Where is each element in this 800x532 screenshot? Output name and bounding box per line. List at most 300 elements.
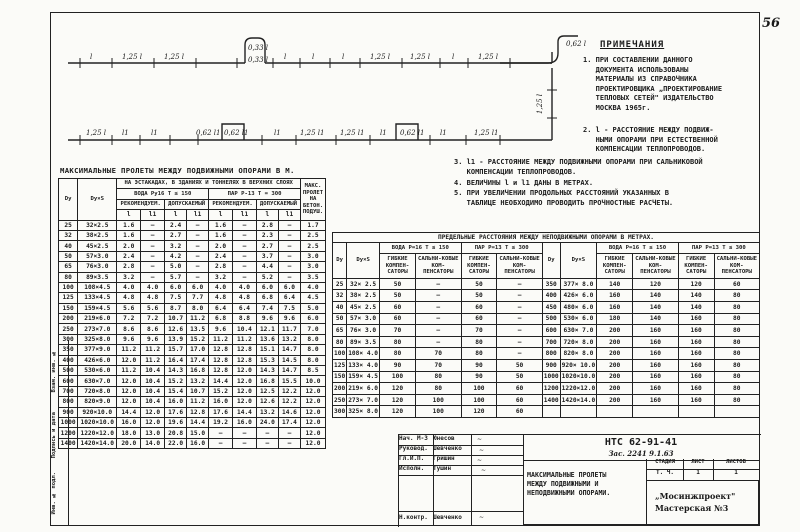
table-cell: 6.0 (187, 282, 209, 292)
table-cell: 700 (59, 386, 78, 396)
table-cell: 160 (633, 348, 679, 360)
table-cell: 2.8 (209, 262, 233, 272)
table-cell: 450 (542, 301, 560, 313)
table-cell: 8.0 (187, 303, 209, 313)
table-cell: 15.2 (187, 334, 209, 344)
table-row (333, 325, 760, 337)
dim-label: l (452, 53, 455, 61)
table-cell: 10.4 (141, 397, 165, 407)
table-cell: 15.7 (165, 345, 187, 355)
table2-header-dys: Dy×S (347, 243, 380, 278)
dim-label: 1,25 l (164, 53, 185, 61)
table-cell: – (187, 251, 209, 261)
table-cell: 70 (415, 359, 461, 371)
table-cell: 10.4 (233, 324, 257, 334)
table-cell: 160 (678, 336, 714, 348)
table-cell: 25 (333, 278, 347, 290)
table-cell: 80 (714, 359, 759, 371)
table2-header-gland: САЛЬНИ-КОВЫЕ КОМ-ПЕНСАТОРЫ (415, 253, 461, 278)
table1-header-allow: ДОПУСКАЕМЫЙ (165, 199, 209, 209)
table-cell (597, 406, 633, 418)
dim-label: 0,62 l1 (400, 129, 425, 137)
table-cell: 12.6 (165, 324, 187, 334)
table-cell: 4.0 (209, 282, 233, 292)
table-cell: 57× 3.0 (347, 313, 380, 325)
stamp-h-stage: СТАДИЯ (647, 459, 684, 470)
table2-header-water: ВОДА Р=16 Т ≤ 150 (380, 243, 462, 253)
table-cell: – (278, 251, 300, 261)
table-cell: 60 (461, 301, 497, 313)
table-row (59, 386, 326, 396)
table-cell: 12.0 (117, 376, 141, 386)
table-cell: 530×6.0 (78, 366, 117, 376)
table-cell: 160 (633, 383, 679, 395)
table-cell: 100 (380, 371, 416, 383)
table-cell: – (278, 428, 300, 438)
dim-label: 1,25 l (478, 53, 499, 61)
table-cell: 8.6 (141, 324, 165, 334)
stamp-person: Шевченко (433, 511, 472, 526)
table-cell: 24.0 (256, 417, 278, 427)
table-cell: 12.8 (209, 345, 233, 355)
table-cell: – (415, 290, 461, 302)
table-row (333, 359, 760, 371)
table-cell: 12.8 (233, 345, 257, 355)
dim-label: l1 (440, 129, 447, 137)
table-cell: 11.2 (117, 366, 141, 376)
table-cell: 90 (461, 359, 497, 371)
table-cell: 160 (633, 325, 679, 337)
table-cell: 100 (59, 282, 78, 292)
table-cell: 1400 (59, 438, 78, 448)
dim-label: 0,62 l1 (224, 129, 249, 137)
table1-header-max: МАКС. ПРОЛЕТ НА БЕТОН. ПОДУШ. (301, 179, 326, 221)
table-cell: 120 (380, 383, 416, 395)
table-cell: 6.4 (233, 303, 257, 313)
table-cell: 140 (678, 301, 714, 313)
stamp-code-text: НТС 62-91-41 (604, 437, 678, 448)
table-cell: 720×8.0 (78, 386, 117, 396)
table-cell: 4.4 (256, 262, 278, 272)
table-cell: 80 (714, 313, 759, 325)
table-cell: 14.3 (165, 366, 187, 376)
table-cell: 14.5 (278, 355, 300, 365)
table-cell: 3.0 (301, 251, 326, 261)
table-row (59, 314, 326, 324)
table-cell: 40 (59, 241, 78, 251)
table-cell: 32×2.5 (78, 220, 117, 230)
stamp-org: „Мосинжпроект" Мастерская №3 (647, 480, 759, 525)
table-cell: 15.2 (209, 386, 233, 396)
table-cell: 1.7 (301, 220, 326, 230)
table-row (59, 376, 326, 386)
table-cell: 20.8 (165, 428, 187, 438)
table-cell: – (256, 428, 278, 438)
table-cell: 80 (714, 301, 759, 313)
table-cell: 16.8 (256, 376, 278, 386)
table-cell: 800 (542, 348, 560, 360)
table-row (59, 282, 326, 292)
table1-header-l: l (165, 210, 187, 220)
table-cell: 1200 (542, 383, 560, 395)
stamp-role: Исполн. (399, 465, 434, 476)
table2-header-flex: ГИБКИЕ КОМПЕН-САТОРЫ (597, 253, 633, 278)
table-cell: 14.4 (233, 407, 257, 417)
table1-header-rec: РЕКОМЕНДУЕМ. (209, 199, 257, 209)
title-block (398, 434, 761, 527)
table-cell: 140 (597, 278, 633, 290)
table2-title: ПРЕДЕЛЬНЫЕ РАССТОЯНИЯ МЕЖДУ НЕПОДВИЖНЫМИ ОПОРАМИ В МЕТРАХ. (333, 233, 760, 243)
table-cell: 800 (59, 397, 78, 407)
table-cell: 2.3 (256, 230, 278, 240)
table-cell: 120 (380, 406, 416, 418)
table-cell: 12.1 (256, 324, 278, 334)
table-cell: 57×3.0 (78, 251, 117, 261)
table-cell: 219×6.0 (78, 314, 117, 324)
table-cell: 6.0 (165, 282, 187, 292)
table-cell: 19.6 (165, 417, 187, 427)
table-cell: 19.2 (209, 417, 233, 427)
table-cell: 80 (714, 336, 759, 348)
table-cell: 1.6 (117, 220, 141, 230)
table-cell: 160 (678, 348, 714, 360)
table-cell: 80 (380, 348, 416, 360)
table-cell: 12.0 (117, 397, 141, 407)
table-cell: 133× 4.0 (347, 359, 380, 371)
table-row (59, 251, 326, 261)
table-cell: 200 (597, 394, 633, 406)
table-cell: 160 (678, 371, 714, 383)
table-cell: 9.6 (117, 334, 141, 344)
table-cell: 18.0 (117, 428, 141, 438)
table-cell: 22.0 (165, 438, 187, 448)
table-cell: 426× 6.0 (560, 290, 597, 302)
table-cell: 1.6 (209, 220, 233, 230)
table-cell: 159× 4.5 (347, 371, 380, 383)
stamp-role: Н.контр. (399, 511, 434, 526)
table-cell: 8.0 (301, 345, 326, 355)
table-cell: 90 (380, 359, 416, 371)
dim-label: l1 (380, 129, 387, 137)
table-cell: 160 (597, 301, 633, 313)
table-cell: – (497, 348, 542, 360)
table-cell: 100 (415, 394, 461, 406)
table-cell: – (415, 325, 461, 337)
stamp-person: Тушин (433, 465, 472, 476)
table-cell: 377×9.0 (78, 345, 117, 355)
table-cell: 76×3.0 (78, 262, 117, 272)
table-cell: 12.6 (256, 397, 278, 407)
table-cell: 13.0 (141, 428, 165, 438)
table-cell: – (233, 230, 257, 240)
table-cell: 120 (380, 394, 416, 406)
table-cell: – (233, 262, 257, 272)
table-cell: 7.4 (256, 303, 278, 313)
table-cell: 9.6 (256, 314, 278, 324)
table-cell: 4.8 (117, 293, 141, 303)
table-cell: 38× 2.5 (347, 290, 380, 302)
table1-header-span: НА ЭСТАКАДАХ, В ЗДАНИЯХ И ТОННЕЛЯХ В ВЕРХНИХ СЛОЯХ (117, 179, 301, 189)
table-cell: 80 (380, 336, 416, 348)
table-cell: 160 (678, 359, 714, 371)
table-cell: 70 (380, 325, 416, 337)
table2-header-flex: ГИБКИЕ КОМПЕН-САТОРЫ (461, 253, 497, 278)
table-cell: 80 (714, 383, 759, 395)
table-cell (678, 406, 714, 418)
table-cell: 2.4 (117, 251, 141, 261)
table1-header-l1: l1 (187, 210, 209, 220)
table-cell: 12.0 (141, 417, 165, 427)
table-cell: 12.0 (233, 397, 257, 407)
table-cell: – (141, 241, 165, 251)
table-cell: 160 (633, 359, 679, 371)
table-cell: 6.0 (278, 282, 300, 292)
dim-label: 1,25 l1 (474, 129, 499, 137)
table-cell: – (233, 272, 257, 282)
dim-label: 1,25 l1 (340, 129, 365, 137)
table-cell: 1420×14.0 (78, 438, 117, 448)
table-cell: 13.5 (187, 324, 209, 334)
table-cell: 40 (333, 301, 347, 313)
table-cell: 8.0 (301, 334, 326, 344)
table-cell: 14.4 (187, 417, 209, 427)
table-cell: 12.8 (209, 366, 233, 376)
signature-mark: ~ (479, 447, 485, 454)
table1-title: МАКСИМАЛЬНЫЕ ПРОЛЕТЫ МЕЖДУ ПОДВИЖНЫМИ ОПОРАМИ В М. (60, 166, 295, 175)
table-cell: 700 (542, 336, 560, 348)
table-cell: 140 (633, 301, 679, 313)
table-cell: 140 (678, 290, 714, 302)
table-cell: 50 (333, 313, 347, 325)
table-cell: 325× 8.0 (347, 406, 380, 418)
table-cell: 2.8 (256, 220, 278, 230)
table-cell: 16.8 (187, 366, 209, 376)
table-cell: 16.0 (165, 397, 187, 407)
table-cell: 4.0 (301, 282, 326, 292)
table-cell: 60 (714, 278, 759, 290)
dim-label: 1,25 l (370, 53, 391, 61)
table2-header-steam: ПАР Р=13 Т ≤ 300 (678, 243, 759, 253)
table-cell: – (233, 220, 257, 230)
table-cell: 80 (714, 371, 759, 383)
table-row (59, 324, 326, 334)
table-cell: 12.0 (141, 407, 165, 417)
table-cell: 76× 3.0 (347, 325, 380, 337)
table-cell: 10.0 (301, 376, 326, 386)
table-cell: 12.0 (233, 376, 257, 386)
table-cell: 45× 2.5 (347, 301, 380, 313)
table-cell: 11.2 (117, 345, 141, 355)
table-cell: 12.5 (256, 386, 278, 396)
table-cell: 7.0 (301, 324, 326, 334)
table-cell: 400 (542, 290, 560, 302)
table-row (59, 262, 326, 272)
table-cell: 200 (597, 325, 633, 337)
note-2: 2. l - РАССТОЯНИЕ МЕЖДУ ПОДВИЖ- НЫМИ ОПОРАМИ ПРИ ЕСТЕСТВЕННОЙ КОМПЕНСАЦИИ ТЕПЛОПРОВОДОВ. (583, 126, 718, 153)
table-cell: 13.2 (187, 376, 209, 386)
stamp-code (523, 435, 760, 461)
table-cell: 630×7.0 (78, 376, 117, 386)
table-cell: 377× 8.0 (560, 278, 597, 290)
table-cell: 3.7 (256, 251, 278, 261)
table-cell: 8.6 (117, 324, 141, 334)
table-cell: 5.7 (165, 272, 187, 282)
dim-label: l1 (122, 129, 129, 137)
table-cell: 8.7 (165, 303, 187, 313)
table-cell: 5.6 (141, 303, 165, 313)
table-row (333, 301, 760, 313)
table-cell: 65 (59, 262, 78, 272)
table-cell: 150 (59, 303, 78, 313)
table-cell: – (278, 438, 300, 448)
signature-mark: ~ (477, 436, 483, 443)
table-cell: 1020×10.0 (78, 417, 117, 427)
table-cell: 9.6 (209, 324, 233, 334)
table-cell: – (497, 301, 542, 313)
table-cell: – (278, 272, 300, 282)
table-cell: 4.0 (141, 282, 165, 292)
table-cell: 2.4 (209, 251, 233, 261)
table-cell: 13.2 (256, 407, 278, 417)
table-cell: 1.6 (209, 230, 233, 240)
table2-header-gland: САЛЬНИ-КОВЫЕ КОМ-ПЕНСАТОРЫ (633, 253, 679, 278)
table1-header-rec: РЕКОМЕНДУЕМ. (117, 199, 165, 209)
table-row (333, 406, 760, 418)
table-cell: 14.6 (278, 407, 300, 417)
note-5: 5. ПРИ УВЕЛИЧЕНИИ ПРОДОЛЬНЫХ РАССТОЯНИЙ УКАЗАННЫХ В ТАБЛИЦЕ НЕОБХОДИМО ПРОВОДИТЬ ПРОЧНОСТНЫЕ РАСЧЕТЫ. (454, 189, 674, 207)
table-row (59, 230, 326, 240)
table1-header-l: l (256, 210, 278, 220)
table-row (333, 336, 760, 348)
table-cell: 100 (461, 394, 497, 406)
table-cell: 17.6 (209, 407, 233, 417)
dim-label: 0,62 l (566, 40, 587, 48)
table-cell: 2.7 (165, 230, 187, 240)
table-cell: 200 (597, 371, 633, 383)
table-cell: 200 (59, 314, 78, 324)
table-row (333, 383, 760, 395)
table-cell: – (256, 438, 278, 448)
table-cell: – (497, 325, 542, 337)
table-cell: 6.0 (301, 314, 326, 324)
table-cell: 12.0 (301, 397, 326, 407)
table-cell: – (497, 290, 542, 302)
table-row (333, 348, 760, 360)
table-cell: 160 (678, 383, 714, 395)
table-cell: – (209, 438, 233, 448)
table-cell: 32× 2.5 (347, 278, 380, 290)
table-cell: – (233, 438, 257, 448)
table-cell: – (278, 230, 300, 240)
table-cell: 350 (542, 278, 560, 290)
table-cell: 3.0 (301, 262, 326, 272)
table1-header-l: l (209, 210, 233, 220)
table-cell: 12.8 (233, 355, 257, 365)
table-cell: 7.2 (117, 314, 141, 324)
table-cell: 8.8 (233, 314, 257, 324)
table-cell: 12.0 (301, 428, 326, 438)
table-row (333, 394, 760, 406)
table-cell: 60 (380, 301, 416, 313)
table-cell (542, 406, 560, 418)
table-cell: 4.0 (233, 282, 257, 292)
table-cell: 108× 4.0 (347, 348, 380, 360)
table-cell: 180 (597, 313, 633, 325)
stamp-subcode: Зас. 2241 9.1.63 (608, 449, 674, 458)
stamp-stage: Т. Ч. (647, 469, 684, 481)
table-cell: – (187, 241, 209, 251)
table-cell: 1020×10.0 (560, 371, 597, 383)
table-cell: 17.4 (278, 417, 300, 427)
table1-header-l: l (117, 210, 141, 220)
dim-label: 0,62 l1 (196, 129, 221, 137)
table-cell: 16.0 (209, 397, 233, 407)
table-cell: 11.7 (278, 324, 300, 334)
table-cell: 160 (597, 290, 633, 302)
table-cell: 80 (714, 348, 759, 360)
table-cell: 50 (380, 290, 416, 302)
table-cell: 12.0 (301, 407, 326, 417)
stamp-sheets: 1 (713, 469, 760, 481)
table-cell: 60 (380, 313, 416, 325)
table-cell: 160 (678, 394, 714, 406)
table-cell: 2.7 (256, 241, 278, 251)
table-cell: 7.5 (278, 303, 300, 313)
table-cell: 125 (59, 293, 78, 303)
table-cell: 80 (714, 325, 759, 337)
table-cell: 15.1 (256, 345, 278, 355)
table-cell: 80 (714, 394, 759, 406)
table-cell: 11.2 (141, 355, 165, 365)
table-cell: 100 (333, 348, 347, 360)
table-cell: 38×2.5 (78, 230, 117, 240)
table-cell: 90 (461, 371, 497, 383)
table2-header-dy: Dy (542, 243, 560, 278)
table-cell: 1420×14.0 (560, 394, 597, 406)
table-cell: 250 (59, 324, 78, 334)
table-row (59, 220, 326, 230)
table-cell: 12.8 (209, 355, 233, 365)
table-cell: 14.4 (117, 407, 141, 417)
table2-header-flex: ГИБКИЕ КОМПЕН-САТОРЫ (678, 253, 714, 278)
table-cell: 9.6 (141, 334, 165, 344)
table-cell: – (209, 428, 233, 438)
table-cell: 70 (415, 348, 461, 360)
table-cell: 25 (59, 220, 78, 230)
dim-label: l (312, 53, 315, 61)
dim-label: 1,25 l (122, 53, 143, 61)
table-cell: 6.8 (209, 314, 233, 324)
table-cell: 17.4 (187, 355, 209, 365)
table-cell: – (141, 251, 165, 261)
table-cell: 500 (59, 366, 78, 376)
table-cell: 4.8 (233, 293, 257, 303)
table-cell: 12.2 (278, 386, 300, 396)
table2-header-gland: САЛЬНИ-КОВЫЕ КОМ-ПЕНСАТОРЫ (497, 253, 542, 278)
dim-label: l (342, 53, 345, 61)
dim-label: l1 (274, 129, 281, 137)
table-cell: 6.8 (256, 293, 278, 303)
table-cell: 120 (461, 406, 497, 418)
table-cell: 89× 3.5 (347, 336, 380, 348)
table-cell: 4.8 (209, 293, 233, 303)
table-row (333, 278, 760, 290)
table-cell: 80 (415, 371, 461, 383)
table-row (59, 272, 326, 282)
table-cell: 4.2 (165, 251, 187, 261)
table-row (59, 407, 326, 417)
table-cell: – (233, 241, 257, 251)
